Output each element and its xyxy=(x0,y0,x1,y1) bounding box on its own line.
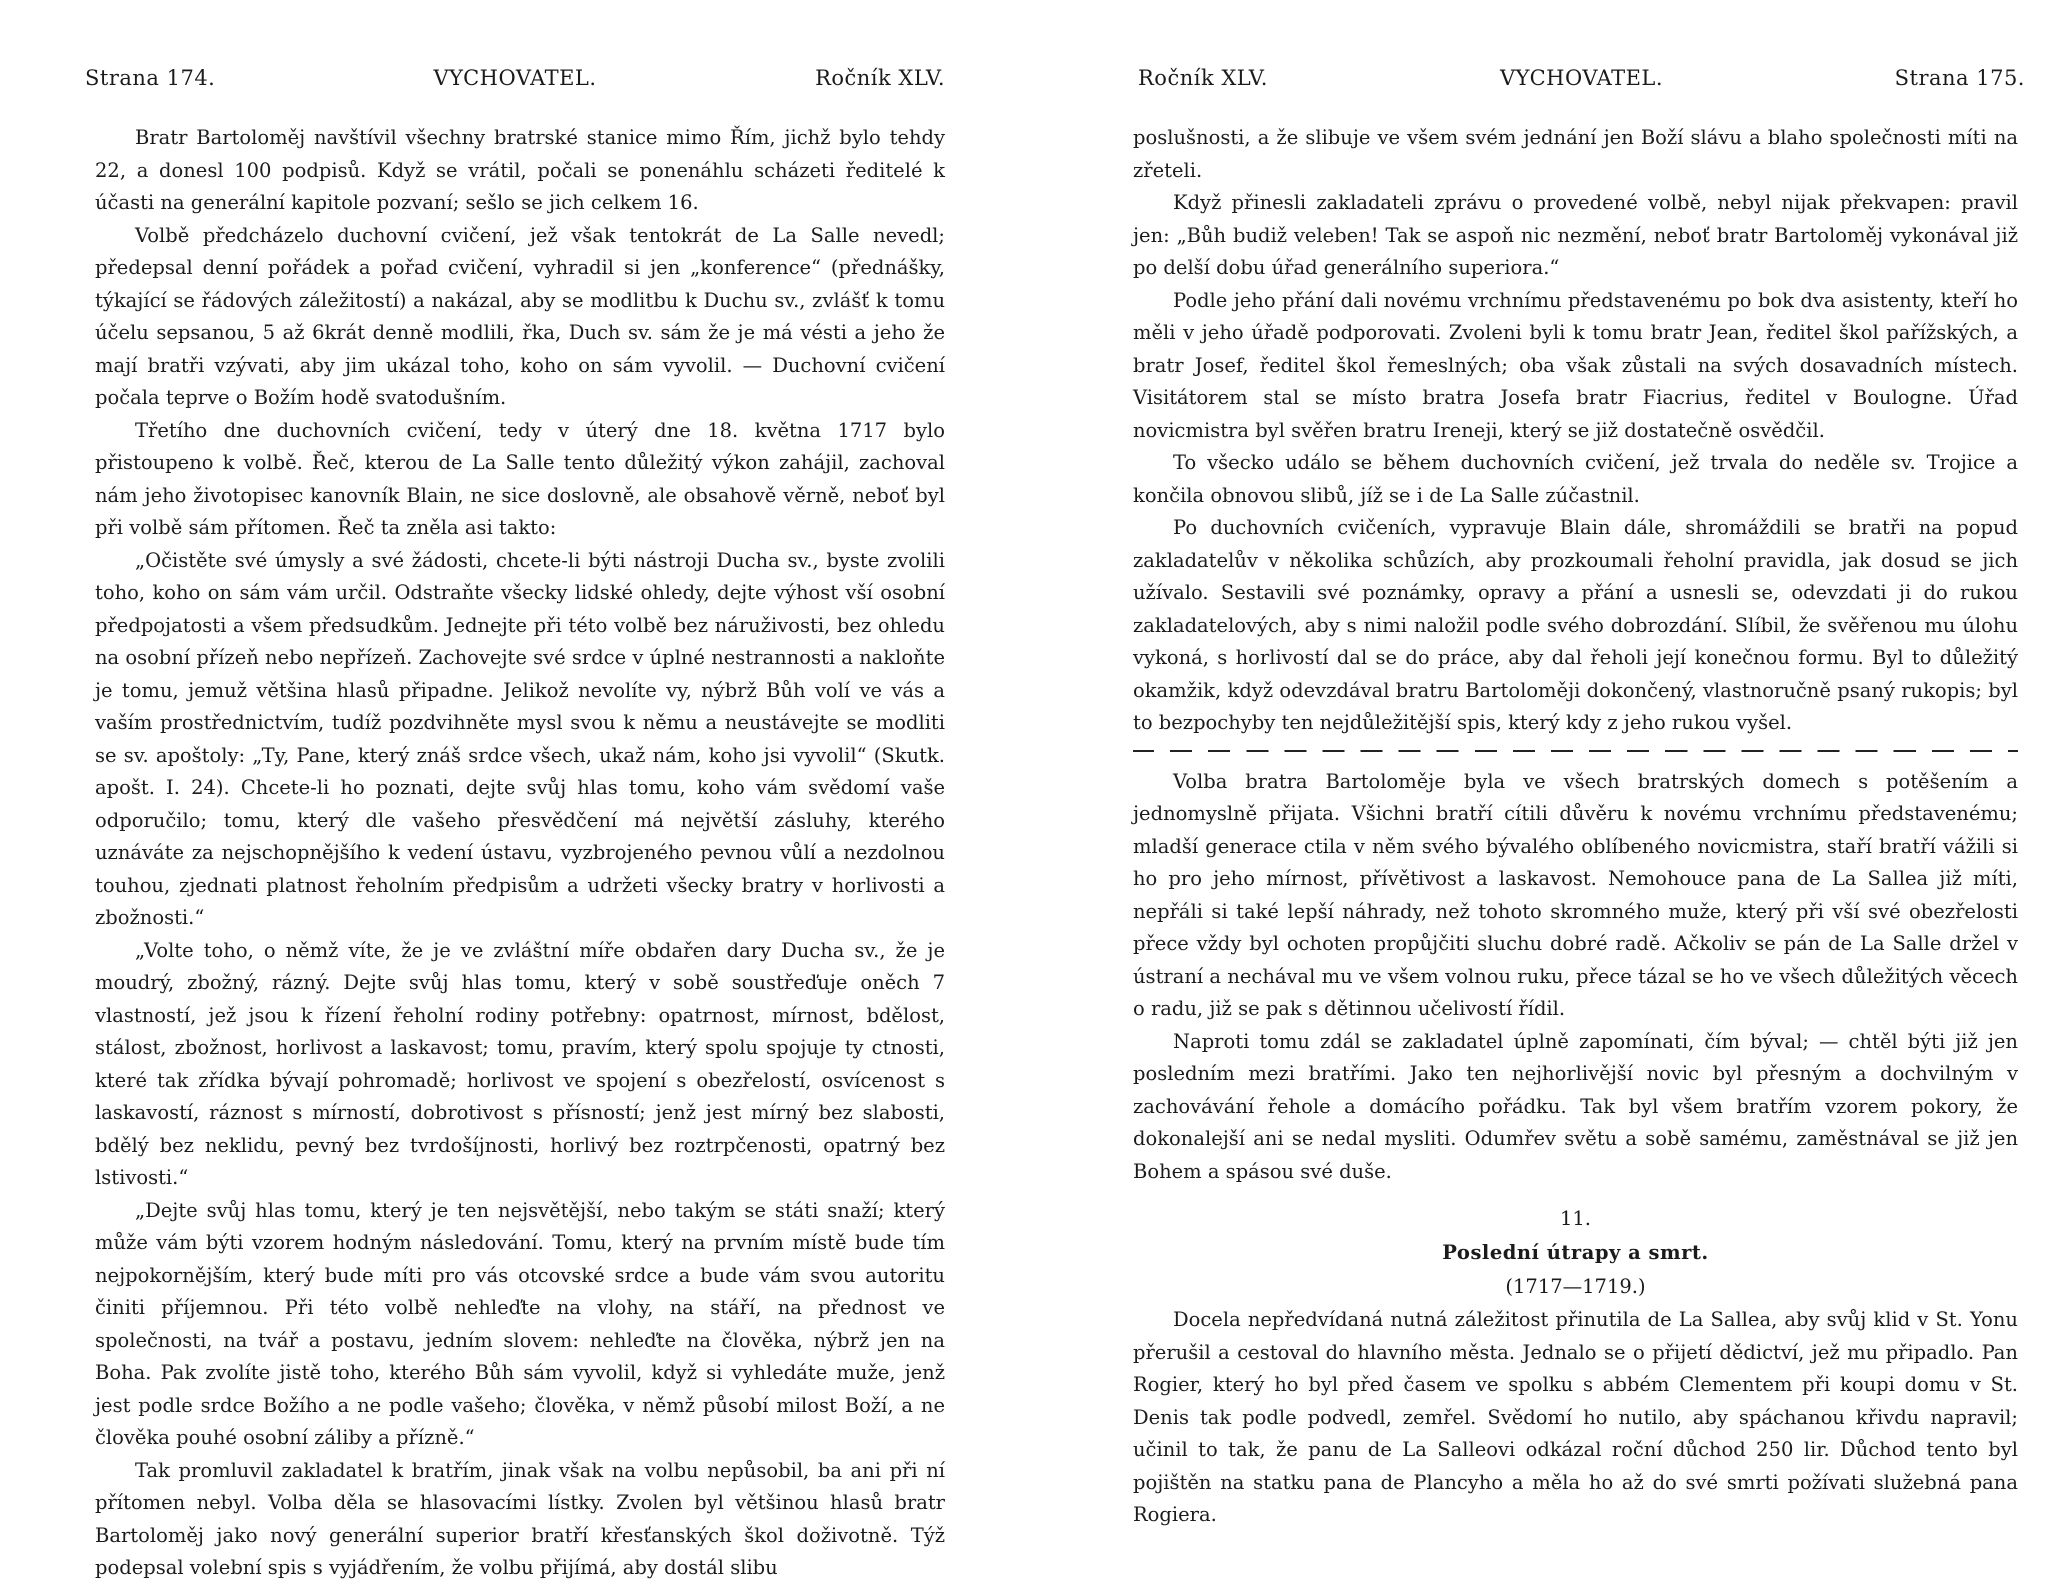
chapter-number: 11. xyxy=(1559,1207,1591,1230)
paragraph: Když přinesli zakladateli zprávu o provedené volbě, nebyl nijak překvapen: pravil jen: „Bůh budiž veleben! Tak se aspoň nic nezmění, neboť bratr Bartoloměj vykonával již po delší dobu úřad generálního superiora.“ xyxy=(1133,191,2018,279)
right-page xyxy=(1030,0,2060,1526)
left-page xyxy=(0,0,1030,1579)
left-running-head xyxy=(85,66,945,106)
volume-label: Ročník XLV. xyxy=(1138,66,1268,90)
chapter-dates: (1717—1719.) xyxy=(1505,1275,1646,1298)
journal-title: VYCHOVATEL. xyxy=(433,66,597,90)
volume-label: Ročník XLV. xyxy=(815,66,945,90)
journal-title: VYCHOVATEL. xyxy=(1499,66,1664,90)
paragraph: Podle jeho přání dali novému vrchnímu představenému po bok dva asistenty, kteří ho měli v jeho úřadě podporovati. Zvoleni byli k tomu bratr Jean, ředitel škol pařížských, a bratr Josef, ředitel škol řemeslných; oba však zůstali na svých dosavadních místech. Visitátorem stal se místo bratra Josefa bratr Fiacrius, ředitel v Boulogne. Úřad novicmistra byl svěřen bratru Ireneji, který se již dostatečně osvědčil. xyxy=(1133,288,2018,442)
paragraph: poslušnosti, a že slibuje ve všem svém jednání jen Boží slávu a blaho společnosti míti na zřeteli. xyxy=(1133,126,2018,182)
chapter-heading xyxy=(1133,1202,2018,1304)
paragraph: Docela nepředvídaná nutná záležitost přinutila de La Sallea, aby svůj klid v St. Yonu přerušil a cestoval do hlavního města. Jednalo se o přijetí dědictví, jež mu připadlo. Pan Rogier, který ho byl před časem ve spolku s abbém Clementem při koupi domu v St. Denis tak podle podvedl, zemřel. Svědomí ho nutilo, aby spáchanou křivdu napravil; učinil to tak, že panu de La Salleovi odkázal roční důchod 250 lir. Důchod tento byl pojištěn na statku pana de Plancyho a měla ho až do své smrti požívati služebná pana Rogiera. xyxy=(1133,1308,2018,1526)
left-text-column xyxy=(95,122,945,1585)
paragraph: Naproti tomu zdál se zakladatel úplně zapomínati, čím býval; — chtěl býti již jen posledním mezi bratřími. Jako ten nejhorlivější novic byl přesným a dochvilným v zachovávání řehole a domácího pořádku. Tak byl všem bratřím vzorem pokory, že dokonalejší ani se nedal mysliti. Odumřev světu a sobě samému, zaměstnával se již jen Bohem a spásou své duše. xyxy=(1133,1029,2018,1183)
paragraph: Třetího dne duchovních cvičení, tedy v úterý dne 18. května 1717 bylo přistoupeno k volbě. Řeč, kterou de La Salle tento důležitý výkon zahájil, zachoval nám jeho životopisec kanovník Blain, ne sice doslovně, ale obsahově věrně, neboť byl při volbě sám přítomen. Řeč ta zněla asi takto: xyxy=(95,418,945,539)
section-separator xyxy=(1133,750,2018,752)
paragraph: Tak promluvil zakladatel k bratřím, jinak však na volbu nepůsobil, ba ani při ní přítomen nebyl. Volba děla se hlasovacími lístky. Zvolen byl většinou hlasů bratr Bartoloměj jako nový generální superior bratří křesťanských škol doživotně. Týž podepsal volební spis s vyjádřením, že volbu přijímá, aby dostál slibu xyxy=(95,1458,945,1579)
paragraph: Volbě předcházelo duchovní cvičení, jež však tentokrát de La Salle nevedl; předepsal denní pořádek a pořad cvičení, vyhradil si jen „konference“ (přednášky, týkající se řádových záležitostí) a nakázal, aby se modlitbu k Duchu sv., zvlášť k tomu účelu sepsanou, 5 až 6krát denně modlili, řka, Duch sv. sám že je má vésti a jeho že mají bratři vzývati, aby jim ukázal toho, koho on sám vyvolil. — Duchovní cvičení počala teprve o Božím hodě svatodušním. xyxy=(95,223,945,409)
page-number: Strana 174. xyxy=(85,66,216,90)
chapter-title: Poslední útrapy a smrt. xyxy=(1442,1241,1709,1264)
paragraph: „Očistěte své úmysly a své žádosti, chcete-li býti nástroji Ducha sv., byste zvolili toho, koho on sám vám určil. Odstraňte všecky lidské ohledy, dejte výhost vší osobní předpojatosti a všem předsudkům. Jednejte při této volbě bez náruživosti, bez ohledu na osobní přízeň nebo nepřízeň. Zachovejte své srdce v úplné nestrannosti a nakloňte je tomu, jemuž většina hlasů připadne. Jelikož nevolíte vy, nýbrž Bůh volí ve vás a vaším prostřednictvím, tudíž pozdvihněte mysl svou k němu a neustávejte se modliti se sv. apoštoly: „Ty, Pane, který znáš srdce všech, ukaž nám, koho jsi vyvolil“ (Skutk. apošt. I. 24). Chcete-li ho poznati, dejte svůj hlas tomu, koho vám svědomí vaše odporučilo; tomu, který dle vašeho přesvědčení má největší zásluhy, kterého uznáváte za nejschopnějšího k vedení ústavu, vyzbrojeného pevnou vůlí a nezdolnou touhou, zjednati platnost řeholním předpisům a udržeti všecky bratry v horlivosti a zbožnosti.“ xyxy=(95,548,945,929)
page-number: Strana 175. xyxy=(1894,66,2025,90)
right-running-head xyxy=(1138,66,2025,106)
paragraph: Volba bratra Bartoloměje byla ve všech bratrských domech s potěšením a jednomyslně přijata. Všichni bratří cítili důvěru k novému vrchnímu představenému; mladší generace ctila v něm svého bývalého oblíbeného novicmistra, staří bratří vážili si ho pro jeho mírnost, přívětivost a laskavost. Nemohouce pana de La Sallea již míti, nepřáli si také lepší náhrady, než tohoto skromného muže, který při vší své obezřelosti přece vždy byl ochoten propůjčiti sluchu dobré radě. Ačkoliv se pán de La Salle držel v ústraní a nechával mu ve všem volnou ruku, přece tázal se ho ve všech důležitých věcech o radu, již se pak s dětinnou učelivostí řídil. xyxy=(1133,769,2018,1020)
paragraph: Bratr Bartoloměj navštívil všechny bratrské stanice mimo Řím, jichž bylo tehdy 22, a donesl 100 podpisů. Když se vrátil, počali se ponenáhlu scházeti ředitelé k účasti na generální kapitole pozvaní; sešlo se jich celkem 16. xyxy=(95,126,945,214)
paragraph: Po duchovních cvičeních, vypravuje Blain dále, shromáždili se bratři na popud zakladatelův v několika schůzích, aby prozkoumali řeholní pravidla, jak dosud se jich užívalo. Sestavili své poznámky, opravy a přání a usnesli se, odevzdati ji do rukou zakladatelových, aby s nimi naložil podle svého dobrozdání. Slíbil, že svěřenou mu úlohu vykoná, s horlivostí dal se do práce, aby dal řeholi její konečnou formu. Byl to důležitý okamžik, když odevzdával bratru Bartoloměji dokončený, vlastnoručně psaný rukopis; byl to bezpochyby ten nejdůležitější spis, který kdy z jeho rukou vyšel. xyxy=(1133,516,2018,734)
paragraph: „Volte toho, o němž víte, že je ve zvláštní míře obdařen dary Ducha sv., že je moudrý, zbožný, rázný. Dejte svůj hlas tomu, který v sobě soustřeďuje oněch 7 vlastností, jež jsou k řízení řeholní rodiny potřebny: opatrnost, mírnost, bdělost, stálost, zbožnost, horlivost a laskavost; tomu, pravím, který spolu spojuje ty ctnosti, které tak zřídka bývají pohromadě; horlivost ve spojení s obezřelostí, osvícenost s laskavostí, ráznost s mírností, dobrotivost s přísností; jenž jest mírný bez slabosti, bdělý bez neklidu, pevný bez tvrdošíjnosti, horlivý bez roztrpčenosti, opatrný bez lstivosti.“ xyxy=(95,938,945,1189)
paragraph: „Dejte svůj hlas tomu, který je ten nejsvětější, nebo takým se státi snaží; který může vám býti vzorem hodným následování. Tomu, který na prvním místě bude tím nejpokornějším, který bude míti pro vás otcovské srdce a bude vám svou autoritu činiti příjemnou. Při této volbě nehleďte na vlohy, na stáří, na přednost ve společnosti, na tvář a postavu, jedním slovem: nehleďte na člověka, nýbrž jen na Boha. Pak zvolíte jistě toho, kterého Bůh sám vyvolil, když si vyhledáte muže, jenž jest podle srdce Božího a ne podle vašeho; člověka, v němž působí milost Boží, a ne člověka pouhé osobní záliby a přízně.“ xyxy=(95,1198,945,1449)
right-text-column xyxy=(1133,122,2018,1532)
paragraph: To všecko událo se během duchovních cvičení, jež trvala do neděle sv. Trojice a končila obnovou slibů, jíž se i de La Salle zúčastnil. xyxy=(1133,451,2018,507)
